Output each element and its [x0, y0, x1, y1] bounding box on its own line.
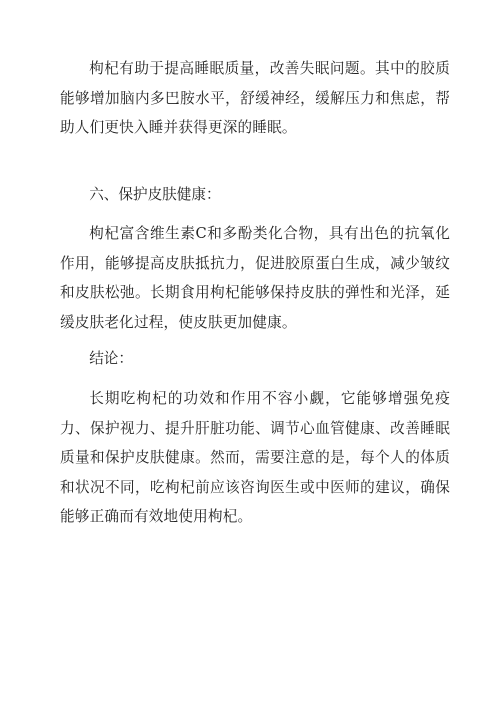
section-heading-conclusion: 结论：: [89, 350, 133, 367]
section-heading-skin-health: 六、保护皮肤健康：: [89, 186, 221, 203]
paragraph-skin-health: 枸杞富含维生素C和多酚类化合物，具有出色的抗氧化作用，能够提高皮肤抵抗力，促进胶原蛋白生成，减少皱纹和皮肤松弛。长期食用枸杞能够保持皮肤的弹性和光泽，延缓皮肤老化过程，使皮肤更加健康。: [60, 225, 450, 331]
paragraph-conclusion: 长期吃枸杞的功效和作用不容小觑，它能够增强免疫力、保护视力、提升肝脏功能、调节心血管健康、改善睡眠质量和保护皮肤健康。然而，需要注意的是，每个人的体质和状况不同，吃枸杞前应该咨询医生或中医师的建议，确保能够正确而有效地使用枸杞。: [60, 390, 450, 525]
paragraph-sleep-quality: 枸杞有助于提高睡眠质量，改善失眠问题。其中的胶质能够增加脑内多巴胺水平，舒缓神经，缓解压力和焦虑，帮助人们更快入睡并获得更深的睡眠。: [60, 60, 450, 136]
